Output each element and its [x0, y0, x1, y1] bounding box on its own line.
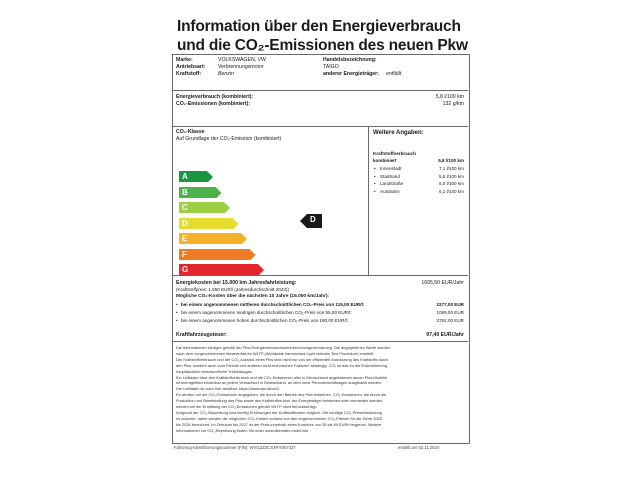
- kombiniert-value: 5,8 l/100 km: [438, 158, 464, 163]
- co2-class-subheading: Auf Grundlage der CO₂-Emission (kombiniert): [176, 136, 282, 142]
- co2-class-letter-b: B: [182, 187, 188, 197]
- co2-class-letter-c: C: [182, 203, 188, 212]
- co2-class-bar-f: [179, 249, 256, 260]
- bullet-icon: •: [176, 318, 178, 323]
- co2-class-letter-e: E: [182, 234, 188, 243]
- energy-label-document: [172, 10, 472, 472]
- disclaimer-line: Die Informationen erfolgen gemäß der Pkw-Energieverbrauchskennzeichnungsverordnung. Die angegebenen Werte wurden: [176, 345, 391, 350]
- co2-class-letter-f: F: [182, 249, 187, 259]
- disclaimer-line: ist unsicher, daher werden die möglichen CO₂-Kosten anhand von drei angenommenen CO₂-Preisen für die Jahre 2025: [176, 415, 382, 421]
- marke-value: VOLKSWAGEN, VW: [218, 57, 266, 63]
- co2-class-letter-a: A: [182, 172, 188, 181]
- energiekosten-value: 1605,50 EUR/Jahr: [421, 280, 464, 286]
- co2-class-letter-g: G: [182, 265, 189, 274]
- energiekosten-label: Energiekosten bei 15.000 km Jahresfahrleistung:: [176, 280, 297, 286]
- co2-cost-row-label: bei einem angenommenen hohen durchschnittlichen CO₂-Preis von 190,00 EUR/t:: [181, 318, 349, 323]
- kraftstoff-label: Kraftstoff:: [176, 71, 202, 77]
- weitere-heading: Weitere Angaben:: [373, 130, 424, 136]
- weitere-row-label: Innenstadt: [380, 166, 402, 171]
- document-title: [177, 17, 468, 55]
- energie-value: 5,8 l/100 km: [435, 94, 464, 100]
- disclaimer-line: nach dem vorgeschriebenen Messverfahren WLTP (Worldwide harmonised Light vehicles Test Procedure) ermittelt.: [176, 350, 375, 356]
- bullet-icon: •: [176, 310, 178, 315]
- co2-cost-row-label: bei einem angenommenen mittleren durchschnittlichen CO₂-Preis von 115,00 EUR/t:: [181, 302, 365, 307]
- weitere-row-value: 5,0 l/100 km: [438, 181, 464, 186]
- co2-class-bar-e: [179, 233, 247, 244]
- section-divider: [368, 126, 369, 275]
- moegliche-co2-kosten: Mögliche CO₂-Kosten über die nächsten 10 Jahre (15.000 km/Jahr):: [176, 294, 330, 299]
- title-line-2: und die CO₂-Emissionen des neuen Pkw: [177, 37, 468, 54]
- co2-cost-row-value: 1089,00 EUR: [436, 310, 464, 315]
- co2-cost-row-value: 3762,00 EUR: [436, 318, 464, 323]
- weitere-row-value: 7,1 l/100 km: [438, 166, 464, 171]
- kraftstoffverbrauch-heading: Kraftstoffverbrauch: [373, 151, 416, 156]
- handel-label: Handelsbezeichnung:: [323, 57, 377, 63]
- weitere-row-label: Stadtrand: [380, 173, 400, 179]
- weitere-row-label: Autobahn: [380, 188, 400, 194]
- anderer-label: anderer Energieträger:: [323, 71, 379, 77]
- bullet-icon: •: [374, 181, 376, 186]
- divider: [172, 341, 468, 342]
- co2-class-heading: CO₂-Klasse: [176, 129, 205, 135]
- created-date: erstellt am 02.11.2024: [398, 445, 440, 450]
- disclaimer-line: Es werden nur die CO₂-Emissionen angegeben, die durch den Betrieb des Pkw entstehen. CO₂-Emissionen, die durch die: [176, 392, 387, 398]
- steuer-label: Kraftfahrzeugsteuer:: [176, 332, 228, 338]
- energie-label: Energieverbrauch (kombiniert):: [176, 94, 254, 100]
- divider: [172, 90, 468, 91]
- weitere-row-value: 5,6 l/100 km: [438, 173, 464, 179]
- anderer-value: entfällt: [386, 71, 402, 77]
- divider: [172, 126, 468, 127]
- handel-value: TAIGO: [323, 64, 339, 70]
- co2-class-letter-d: D: [182, 218, 188, 228]
- co2-label: CO₂-Emissionen (kombiniert):: [176, 101, 251, 107]
- kraftstoffpreis: (Kraftstoffpreis: 1,850 EUR/l (Jahresdurchschnitt 2023)): [176, 287, 290, 292]
- bullet-icon: •: [176, 302, 178, 307]
- antrieb-value: Verbrennungsmotor: [218, 64, 264, 70]
- bullet-icon: •: [374, 173, 376, 179]
- antrieb-label: Antriebsart:: [176, 64, 206, 70]
- weitere-row-value: 6,1 l/100 km: [438, 188, 464, 194]
- disclaimer-line: Informationen zur CO₂-Bepreisung finden Sie unter www.alternativ-mobil.info: [176, 427, 309, 433]
- steuer-value: 97,40 EUR/Jahr: [426, 332, 464, 338]
- fin-number: Fahrzeug-Identifizierungsnummer (FIN): WVGZZZCSXRY007427: [174, 445, 296, 450]
- disclaimer-line: Der Leitfaden ist auch hier abrufbar: https://www.dat.de/co2/.: [176, 386, 281, 392]
- disclaimer-line: Produktion und Bereitstellung des Pkw sowie des Kraftstoffes bzw. der Energieträger entstehen oder vermieden werden,: [176, 398, 384, 404]
- weitere-row-label: Landstraße: [380, 181, 404, 186]
- kombiniert-label: kombiniert: [373, 158, 397, 163]
- disclaimer-line: bis 2034 berechnet. Im Zeitraum bis 2027 ist der Preis innerhalb eines Korridors von 55 bis 80 EUR/t begrenzt. Weitere: [176, 421, 382, 427]
- disclaimer-line: den Pkw, sondern auch vom Fahrstil und anderen nicht-technischen Faktoren abhängig. CO₂ ist das für die Erderwärmung: [176, 362, 387, 368]
- disclaimer-line: Der Kraftstoffverbrauch und der CO₂-Ausstoß eines Pkw sind nicht nur von der effizienten Ausnutzung des Kraftstoffs durch: [176, 356, 389, 362]
- disclaimer-line: Aufgrund der CO₂-Bepreisung sind künftig Erhöhungen der Kraftstoffkosten möglich. Die künftige CO₂-Preisentwicklung: [176, 409, 382, 415]
- current-class-letter: D: [310, 215, 316, 224]
- disclaimer-line: hauptsächlich verantwortliche Treibhausgas.: [176, 368, 253, 374]
- marke-label: Marke:: [176, 57, 193, 63]
- bullet-icon: •: [374, 188, 376, 194]
- divider: [172, 275, 468, 276]
- disclaimer-line: ist unentgeltlich einsehbar an jedem Verkaufsort in Deutschland, an dem neue Personenkraftwagen ausgestellt werden.: [176, 380, 382, 386]
- co2-value: 132 g/km: [442, 101, 464, 107]
- title-line-1: Information über den Energieverbrauch: [177, 18, 461, 35]
- disclaimer-line: Ein Leitfaden über den Kraftstoffverbrauch und die CO₂-Emissionen aller in Deutschland angebotenen neuen Pkw-Modelle: [176, 374, 388, 380]
- bullet-icon: •: [374, 166, 376, 171]
- co2-cost-row-value: 2277,00 EUR: [436, 302, 464, 307]
- co2-cost-row-label: bei einem angenommenen niedrigen durchschnittlichen CO₂-Preis von 55,00 EUR/t:: [181, 310, 352, 315]
- kraftstoff-value: Benzin: [218, 71, 234, 77]
- disclaimer-line: werden bei der Ermittlung der CO₂-Emissionen gemäß WLTP nicht berücksichtigt.: [176, 404, 317, 409]
- co2-class-bar-g: [179, 264, 264, 275]
